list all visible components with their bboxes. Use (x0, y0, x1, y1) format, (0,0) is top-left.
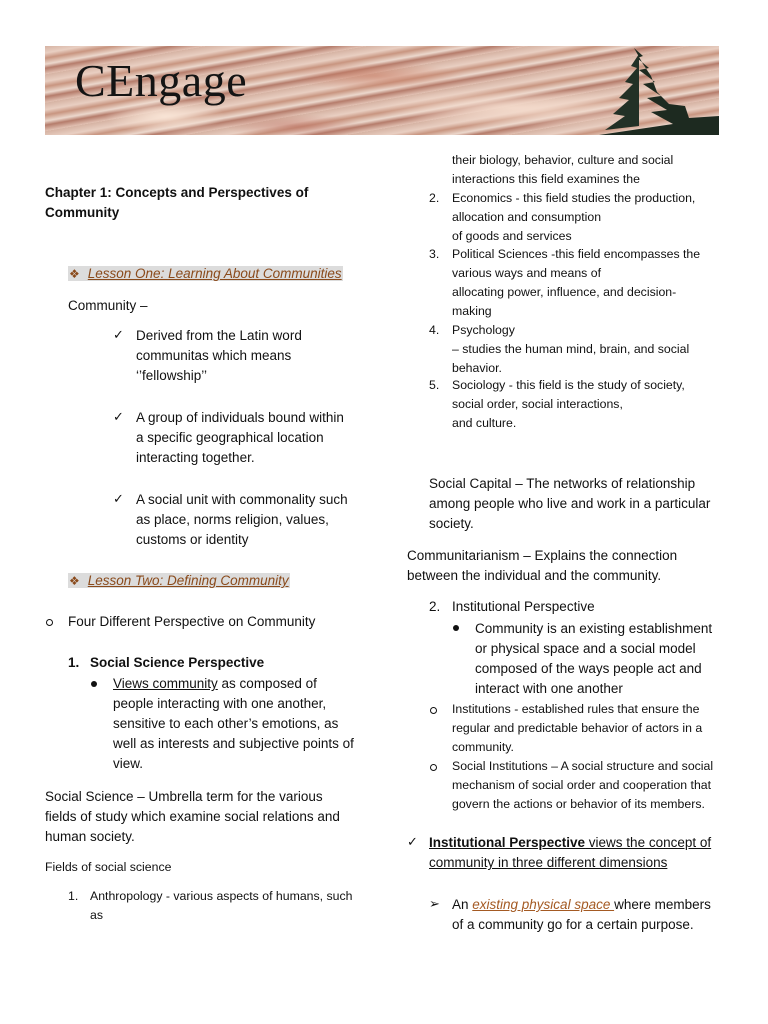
field-line: of goods and services (452, 229, 572, 243)
views-line: people interacting with one another, (113, 696, 327, 711)
inst-perspective-term: Institutional Perspective (429, 835, 586, 850)
community-label: Community – (68, 298, 148, 313)
inst-title: Institutional Perspective (452, 599, 595, 614)
lesson-two-heading (68, 571, 290, 591)
bullet-icon (453, 625, 459, 631)
field-line: social order, social interactions, (452, 397, 623, 411)
community-point (136, 490, 348, 550)
views-line: well as interests and subjective points of (113, 736, 354, 751)
point-line: a specific geographical location (136, 430, 324, 445)
field-line: and culture. (452, 416, 517, 430)
lesson-two-label: Lesson Two: Defining Community (87, 573, 289, 588)
point-line: composed of the ways people act and (475, 661, 702, 676)
community-point (136, 326, 302, 386)
field-psychology (452, 321, 689, 378)
point-line: ‘’fellowship’’ (136, 368, 208, 383)
views-line: view. (113, 756, 144, 771)
four-perspective-label: Four Different Perspective on Community (68, 614, 316, 629)
institutions-definition (452, 700, 702, 757)
definition-line: community. (452, 740, 514, 754)
inst-perspective-statement (429, 833, 711, 873)
field-line: Economics - this field studies the production, (452, 191, 696, 205)
definition-line: Institutions - established rules that ensure the (452, 702, 700, 716)
checkmark-icon: ✓ (113, 491, 124, 506)
definition-line: mechanism of social order and cooperation that (452, 778, 712, 792)
inst-number: 2. (429, 599, 441, 614)
field-line: Sociology - this field is the study of society, (452, 378, 685, 392)
field-line: various ways and means of (452, 266, 602, 280)
point-line: customs or identity (136, 532, 249, 547)
social-science-definition (45, 787, 340, 847)
checkmark-icon: ✓ (407, 834, 418, 849)
field-political-sciences (452, 245, 700, 321)
point-line: as place, norms religion, values, (136, 512, 329, 527)
definition-line: govern the actions or behavior of its members. (452, 797, 705, 811)
inst-perspective-line: community in three different dimensions (429, 855, 668, 870)
chapter-title-line: Community (45, 205, 120, 220)
definition-line: among people who live and work in a particular (429, 496, 711, 511)
hollow-bullet-icon (430, 707, 437, 714)
banner-title: CEngage (75, 55, 248, 106)
checkmark-icon: ✓ (113, 409, 124, 424)
field-number: 4. (429, 323, 440, 337)
definition-line: fields of study which examine social relations and (45, 809, 340, 824)
diamond-bullet-icon: ❖ (69, 267, 80, 281)
field-sociology (452, 376, 685, 433)
field-line: making (452, 304, 492, 318)
field-line: allocation and consumption (452, 210, 602, 224)
views-community-term: Views community (113, 676, 218, 691)
anthropology-line: as (90, 908, 103, 922)
point-line: Derived from the Latin word (136, 328, 302, 343)
header-banner (45, 46, 719, 135)
definition-line: Social Capital – The networks of relationship (429, 476, 696, 491)
anthropology-line: their biology, behavior, culture and social (452, 153, 674, 167)
definition-line: Social Institutions – A social structure and social (452, 759, 714, 773)
field-line: behavior. (452, 361, 502, 375)
field-number: 2. (429, 191, 440, 205)
field-economics (452, 189, 695, 246)
hollow-bullet-icon (430, 764, 437, 771)
field-line: Political Sciences -this field encompasses the (452, 247, 701, 261)
anthropology-continued (452, 151, 673, 189)
bullet-icon (91, 681, 97, 687)
chapter-title-line: Chapter 1: Concepts and Perspectives of (45, 185, 309, 200)
inst-perspective-rest: views the concept of (585, 835, 712, 850)
tree-illustration (539, 46, 719, 135)
communitarianism-definition (407, 546, 677, 586)
point-line: or physical space and a social model (475, 641, 696, 656)
field-number: 5. (429, 378, 440, 392)
anthropology-line: Anthropology - various aspects of humans, such (90, 889, 353, 903)
inst-point (475, 619, 712, 699)
fields-heading: Fields of social science (45, 860, 172, 874)
point-line: interacting together. (136, 450, 255, 465)
an-word: An (452, 897, 473, 912)
point-line: A group of individuals bound within (136, 410, 344, 425)
anthropology-item (90, 887, 352, 925)
field-line: allocating power, influence, and decision- (452, 285, 677, 299)
existing-space-term: existing physical space (472, 897, 615, 912)
views-community-text (113, 674, 354, 774)
physical-space-line: of a community go for a certain purpose. (452, 917, 694, 932)
definition-line: society. (429, 516, 474, 531)
lesson-one-label: Lesson One: Learning About Communities (87, 266, 342, 281)
point-line: interact with one another (475, 681, 623, 696)
ssp-number: 1. (68, 655, 80, 670)
definition-line: Social Science – Umbrella term for the various (45, 789, 323, 804)
hollow-bullet-icon (46, 619, 53, 626)
definition-line: between the individual and the community. (407, 568, 662, 583)
field-line: Psychology (452, 323, 515, 337)
chapter-title (45, 183, 308, 223)
definition-line: Communitarianism – Explains the connection (407, 548, 678, 563)
views-rest: as composed of (217, 676, 317, 691)
anthropology-line: interactions this field examines the (452, 172, 640, 186)
point-line: A social unit with commonality such (136, 492, 348, 507)
point-line: communitas which means (136, 348, 292, 363)
physical-space-point (452, 895, 711, 935)
ssp-title: Social Science Perspective (90, 655, 265, 670)
checkmark-icon: ✓ (113, 327, 124, 342)
definition-line: human society. (45, 829, 135, 844)
definition-line: regular and predictable behavior of actors in a (452, 721, 703, 735)
anthropology-number: 1. (68, 889, 79, 903)
where-members: where members (614, 897, 711, 912)
views-line: sensitive to each other’s emotions, as (113, 716, 339, 731)
lesson-one-heading (68, 264, 343, 284)
field-number: 3. (429, 247, 440, 261)
social-capital-definition (429, 474, 710, 534)
arrow-bullet-icon: ➢ (429, 896, 440, 911)
social-institutions-definition (452, 757, 713, 814)
community-point (136, 408, 344, 468)
field-line: – studies the human mind, brain, and social (452, 342, 690, 356)
point-line: Community is an existing establishment (475, 621, 713, 636)
diamond-bullet-icon: ❖ (69, 574, 80, 588)
